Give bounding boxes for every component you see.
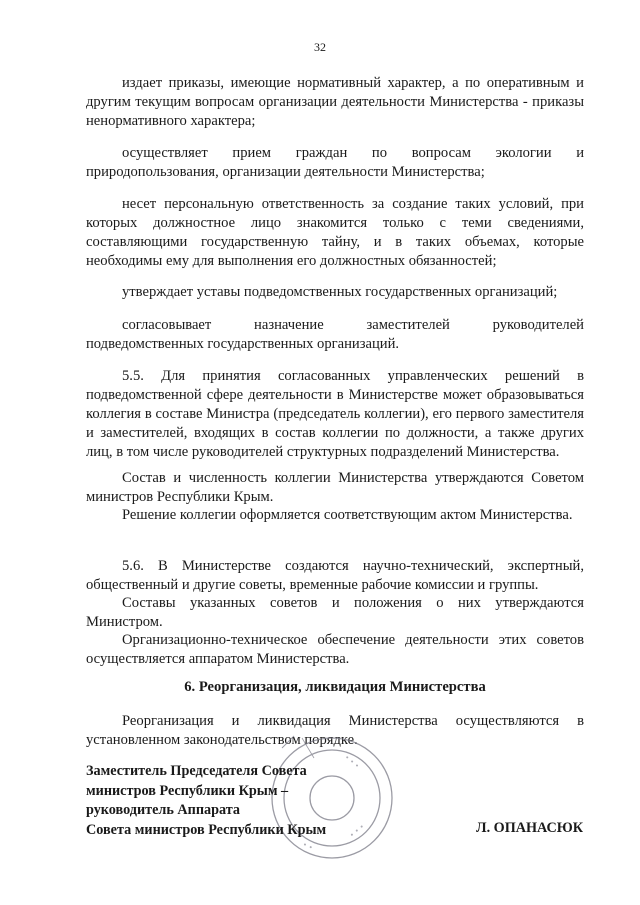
- signature-line: министров Республики Крым –: [86, 782, 289, 799]
- svg-text:• • •: • • •: [342, 753, 361, 771]
- paragraph-reorganization: Реорганизация и ликвидация Министерства осуществляются в установленном законодательством порядке.: [86, 713, 584, 748]
- svg-text:• •: • •: [301, 840, 315, 853]
- svg-text:• • •: • • •: [348, 822, 367, 840]
- signature-line: руководитель Аппарата: [86, 802, 240, 818]
- paragraph-collegium-composition: Состав и численность коллегии Министерства утверждаются Советом министров Республики Крым.: [86, 470, 584, 505]
- page-number: 32: [314, 40, 326, 54]
- section-heading: 6. Реорганизация, ликвидация Министерства: [184, 679, 486, 695]
- paragraph-councils: Составы указанных советов и положения о них утверждаются Министром.: [86, 595, 584, 630]
- signature-line: Совета министров Республики Крым: [86, 821, 327, 838]
- paragraph-statutes: утверждает уставы подведомственных государственных организаций;: [122, 284, 558, 300]
- paragraph-orders: издает приказы, имеющие нормативный характер, а по оперативным и другим текущим вопросам организации деятельности Министерства - приказы ненормативного характера;: [86, 75, 584, 129]
- paragraph-citizens: осуществляет прием граждан по вопросам экологии и природопользования, организации деятельности Министерства;: [86, 145, 584, 180]
- paragraph-5-5: 5.5. Для принятия согласованных управленческих решений в подведомственной сфере деятельности в Министерстве может образовываться коллегия в составе Министра (председатель коллегии), его первого заместителя и заместителей, входящих в состав коллегии по должности, а также других лиц, в том числе руководителей структурных подразделений Министерства.: [86, 368, 584, 460]
- paragraph-support: Организационно-техническое обеспечение деятельности этих советов осуществляется аппаратом Министерства.: [86, 632, 584, 667]
- paragraph-5-6: 5.6. В Министерстве создаются научно-технический, экспертный, общественный и другие советы, временные рабочие комиссии и группы.: [86, 558, 584, 593]
- paragraph-deputies: согласовывает назначение заместителей руководителей подведомственных государственных организаций.: [86, 317, 584, 352]
- signature-line: Заместитель Председателя Совета: [86, 763, 307, 779]
- paragraph-responsibility: несет персональную ответственность за создание таких условий, при которых должностное лицо знакомится только с теми сведениями, составляющими государственную тайну, и в таких объемах, которые необходимы ему для выполнения его должностных обязанностей;: [86, 196, 584, 269]
- signer-name: Л. ОПАНАСЮК: [476, 820, 584, 836]
- paragraph-collegium-decision: Решение коллегии оформляется соответствующим актом Министерства.: [122, 507, 573, 523]
- signature-block: [86, 762, 326, 840]
